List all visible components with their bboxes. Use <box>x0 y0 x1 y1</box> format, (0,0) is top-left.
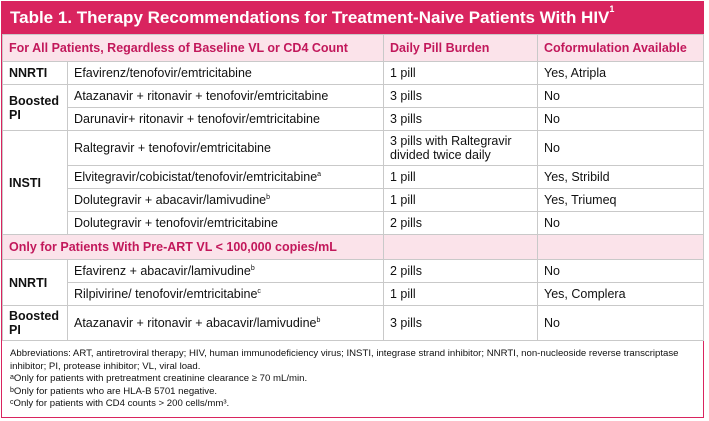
pill-burden: 1 pill <box>384 283 538 306</box>
table-row <box>3 108 704 131</box>
footnote-mark: a <box>317 171 322 178</box>
footnote-a-text: Only for patients with pretreatment creatinine clearance ≥ 70 mL/min. <box>13 373 308 384</box>
table-title <box>2 2 703 34</box>
table-title-text: Table 1. Therapy Recommendations for Treatment-Naive Patients With HIV <box>10 8 610 27</box>
pill-burden: 1 pill <box>384 62 538 85</box>
table-row <box>3 306 704 341</box>
regimen-text: Rilpivirine/ tenofovir/emtricitabine <box>74 287 258 301</box>
coformulation: No <box>538 85 704 108</box>
footnote-mark: b <box>266 194 271 201</box>
abbreviations-note: Abbreviations: ART, antiretroviral therapy; HIV, human immunodeficiency virus; INSTI, integrase strand inhibitor; NNRTI, non-nucleoside reverse transcriptase inhibitor; PI, protease inhibitor; VL, viral load. <box>10 348 679 372</box>
drug-class: NNRTI <box>3 260 68 306</box>
title-reference-mark: 1 <box>609 4 615 14</box>
table-header-row <box>3 35 704 62</box>
coformulation: Yes, Triumeq <box>538 189 704 212</box>
section-header-row <box>3 235 704 260</box>
pill-burden: 3 pills with Raltegravir divided twice daily <box>384 131 538 166</box>
footnote-c-text: Only for patients with CD4 counts > 200 cells/mm³. <box>13 398 230 409</box>
regimen-text: Elvitegravir/cobicistat/tenofovir/emtricitabine <box>74 170 318 184</box>
drug-class: NNRTI <box>3 62 68 85</box>
table-row <box>3 62 704 85</box>
table-row <box>3 131 704 166</box>
table-row <box>3 85 704 108</box>
drug-class: Boosted PI <box>3 85 68 131</box>
regimen <box>68 189 384 212</box>
footnote-mark: c <box>257 288 261 295</box>
footnote-b-text: Only for patients who are HLA-B 5701 negative. <box>13 385 218 397</box>
pill-burden: 2 pills <box>384 212 538 235</box>
regimen <box>68 283 384 306</box>
section-label: Only for Patients With Pre-ART VL < 100,000 copies/mL <box>3 235 384 260</box>
table-row <box>3 189 704 212</box>
section-header-empty <box>384 235 538 260</box>
regimen-text: Dolutegravir + abacavir/lamivudine <box>74 193 267 207</box>
table-row <box>3 166 704 189</box>
regimen: Atazanavir + ritonavir + tenofovir/emtricitabine <box>68 85 384 108</box>
coformulation: No <box>538 108 704 131</box>
table-row <box>3 260 704 283</box>
regimen: Darunavir+ ritonavir + tenofovir/emtricitabine <box>68 108 384 131</box>
regimen <box>68 166 384 189</box>
pill-burden: 1 pill <box>384 166 538 189</box>
header-regimen: For All Patients, Regardless of Baseline VL or CD4 Count <box>3 35 384 62</box>
table-row <box>3 283 704 306</box>
coformulation: No <box>538 306 704 341</box>
table-card <box>1 1 704 418</box>
coformulation: Yes, Complera <box>538 283 704 306</box>
regimen-text: Atazanavir + ritonavir + abacavir/lamivudine <box>74 316 317 330</box>
regimen-text: Efavirenz + abacavir/lamivudine <box>74 264 251 278</box>
header-pill-burden: Daily Pill Burden <box>384 35 538 62</box>
footnote-a: $^a$Only for patients with pretreatment creatinine clearance ≥ 70 mL/min. <box>10 373 308 384</box>
regimen <box>68 260 384 283</box>
drug-class: Boosted PI <box>3 306 68 341</box>
therapy-table <box>2 34 704 341</box>
drug-class: INSTI <box>3 131 68 235</box>
regimen: Raltegravir + tenofovir/emtricitabine <box>68 131 384 166</box>
pill-burden: 2 pills <box>384 260 538 283</box>
pill-burden: 3 pills <box>384 85 538 108</box>
table-row <box>3 212 704 235</box>
regimen <box>68 306 384 341</box>
regimen: Dolutegravir + tenofovir/emtricitabine <box>68 212 384 235</box>
coformulation: No <box>538 260 704 283</box>
regimen: Efavirenz/tenofovir/emtricitabine <box>68 62 384 85</box>
footnote-mark: b <box>316 317 321 324</box>
coformulation: No <box>538 212 704 235</box>
footnote-b: $^b$Only for patients who are HLA-B 5701 negative. <box>10 385 218 397</box>
footnote-mark: b <box>250 265 255 272</box>
coformulation: Yes, Atripla <box>538 62 704 85</box>
footnotes <box>2 341 703 411</box>
pill-burden: 3 pills <box>384 306 538 341</box>
pill-burden: 3 pills <box>384 108 538 131</box>
coformulation: Yes, Stribild <box>538 166 704 189</box>
section-header-empty <box>538 235 704 260</box>
coformulation: No <box>538 131 704 166</box>
header-coformulation: Coformulation Available <box>538 35 704 62</box>
footnote-c: $^c$Only for patients with CD4 counts > 200 cells/mm³. <box>10 398 230 409</box>
pill-burden: 1 pill <box>384 189 538 212</box>
